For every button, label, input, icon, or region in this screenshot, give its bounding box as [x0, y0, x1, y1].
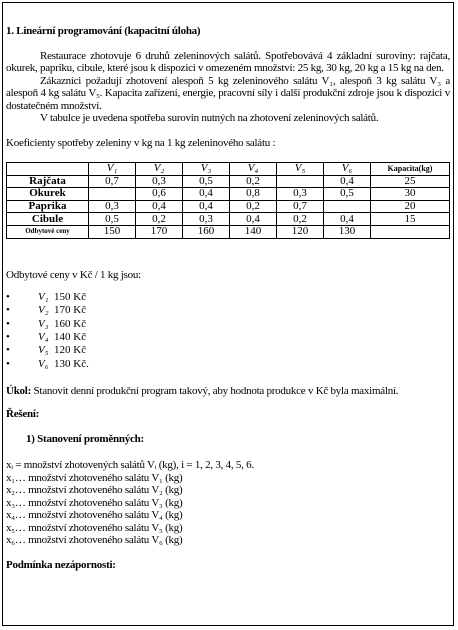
table-row	[7, 188, 450, 201]
list-item	[6, 318, 450, 331]
variable-line: x₆… množství zhotoveného salátu V₆ (kg)	[6, 534, 183, 547]
table-header-cell: Kapacita(kg)	[371, 163, 450, 176]
table-cell	[277, 175, 324, 188]
price-variable: V₃	[38, 317, 49, 330]
table-cell: 0,4	[324, 213, 371, 226]
table-cell	[324, 200, 371, 213]
table-cell: 0,5	[324, 188, 371, 201]
bullet-icon: •	[6, 291, 10, 304]
task-text: Stanovit denní produkční program takový, aby hodnota produkce v Kč byla maximální.	[33, 384, 399, 397]
table-cell: 0,2	[230, 175, 277, 188]
solution-label: Řešení:	[6, 408, 40, 421]
price-variable: V₅	[38, 344, 49, 357]
bullet-icon: •	[6, 330, 10, 343]
table-cell: 0,7	[89, 175, 136, 188]
price-value: 130 Kč.	[54, 357, 89, 370]
table-cell: 30	[371, 188, 450, 201]
table-cell: 0,4	[183, 200, 230, 213]
row-label: Okurek	[7, 188, 89, 201]
table-row	[7, 200, 450, 213]
table-cell: 130	[324, 225, 371, 238]
price-variable: V₆	[38, 357, 49, 370]
list-item	[6, 291, 450, 304]
variable-line: x₃… množství zhotoveného salátu V₃ (kg)	[6, 496, 183, 509]
row-label: Rajčata	[7, 175, 89, 188]
table-cell	[371, 225, 450, 238]
table-cell: 0,6	[136, 188, 183, 201]
price-variable: V₂	[38, 304, 49, 317]
table-cell: 20	[371, 200, 450, 213]
table-cell: 170	[136, 225, 183, 238]
table-cell: 0,4	[324, 175, 371, 188]
table-cell: 0,5	[89, 213, 136, 226]
table-cell: 0,7	[277, 200, 324, 213]
table-cell: 120	[277, 225, 324, 238]
row-label: Cibule	[7, 213, 89, 226]
document-body	[6, 25, 450, 571]
table-header-cell: V₅	[277, 163, 324, 176]
table-row	[7, 213, 450, 226]
prices-list	[6, 291, 450, 371]
table-cell: 0,3	[136, 175, 183, 188]
list-item	[6, 331, 450, 344]
list-item	[6, 304, 450, 317]
price-value: 170 Kč	[54, 304, 87, 317]
price-variable: V₄	[38, 330, 49, 343]
table-cell: 160	[183, 225, 230, 238]
prices-title: Odbytové ceny v Kč / 1 kg jsou:	[6, 268, 141, 281]
price-value: 120 Kč	[54, 344, 87, 357]
table-cell: 0,3	[183, 213, 230, 226]
price-value: 150 Kč	[54, 291, 87, 304]
intro-paragraph-2: Zákazníci požadují zhotovení alespoň 5 kg zeleninového salátu V₁, alespoň 3 kg salátu V₃ a alespoň 4 kg salátu V₅. Kapacita zařízení, energie, pracovní síly i další produkční zdroje jsou k dispozici v dostatečném množství.	[6, 74, 450, 112]
list-item	[6, 358, 450, 371]
table-header-cell: V₁	[89, 163, 136, 176]
table-cell: 0,2	[136, 213, 183, 226]
row-label: Paprika	[7, 200, 89, 213]
table-cell: 140	[230, 225, 277, 238]
table-cell: 0,3	[89, 200, 136, 213]
table-cell: 15	[371, 213, 450, 226]
bullet-icon: •	[6, 344, 10, 357]
table-row	[7, 175, 450, 188]
consumption-table	[6, 162, 450, 239]
variable-line: x₅… množství zhotoveného salátu V₅ (kg)	[6, 521, 183, 534]
price-value: 140 Kč	[54, 330, 87, 343]
table-header-cell: V₄	[230, 163, 277, 176]
row-label: Odbytové ceny	[7, 225, 89, 238]
bullet-icon: •	[6, 304, 10, 317]
nonnegativity-title: Podmínka nezápornosti:	[6, 558, 116, 571]
intro-paragraph-1: Restaurace zhotovuje 6 druhů zeleninových salátů. Spotřebovává 4 základní suroviny: rajčata, okurek, papriku, cibule, které jsou k dispozici v omezeném množství: 25 kg, 30 kg, 20 kg a 15 kg na den.	[6, 49, 450, 74]
task-label: Úkol:	[6, 384, 32, 397]
table-cell: 0,4	[136, 200, 183, 213]
table-cell: 25	[371, 175, 450, 188]
section-heading: 1) Stanovení proměnných:	[26, 432, 144, 445]
table-cell: 0,5	[183, 175, 230, 188]
task-paragraph	[6, 385, 450, 398]
document-page	[2, 2, 454, 626]
bullet-icon: •	[6, 317, 10, 330]
table-header-cell: V₃	[183, 163, 230, 176]
variable-line: x₁… množství zhotoveného salátu V₁ (kg)	[6, 471, 183, 484]
table-header-cell	[7, 163, 89, 176]
table-cell	[89, 188, 136, 201]
document-heading: 1. Lineární programování (kapacitní úloha)	[6, 25, 201, 37]
variable-line: x₂… množství zhotoveného salátu V₂ (kg)	[6, 484, 183, 497]
table-cell: 0,3	[277, 188, 324, 201]
table-cell: 0,4	[183, 188, 230, 201]
table-cell: 150	[89, 225, 136, 238]
table-row	[7, 225, 450, 238]
table-header-row	[7, 163, 450, 176]
table-header-cell: V₂	[136, 163, 183, 176]
table-cell: 0,8	[230, 188, 277, 201]
table-header-cell: V₆	[324, 163, 371, 176]
variable-line: x₄… množství zhotoveného salátu V₄ (kg)	[6, 509, 183, 522]
coefficients-title: Koeficienty spotřeby zeleniny v kg na 1 kg zeleninového salátu :	[6, 136, 276, 149]
table-cell: 0,2	[277, 213, 324, 226]
price-value: 160 Kč	[54, 317, 87, 330]
table-cell: 0,2	[230, 200, 277, 213]
bullet-icon: •	[6, 357, 10, 370]
list-item	[6, 344, 450, 357]
variable-definition: xᵢ = množství zhotovených salátů Vᵢ (kg), i = 1, 2, 3, 4, 5, 6.	[6, 459, 254, 472]
price-variable: V₁	[38, 291, 49, 304]
intro-paragraph-3: V tabulce je uvedena spotřeba surovin nutných na zhotovení zeleninových salátů.	[40, 112, 379, 124]
table-cell: 0,4	[230, 213, 277, 226]
